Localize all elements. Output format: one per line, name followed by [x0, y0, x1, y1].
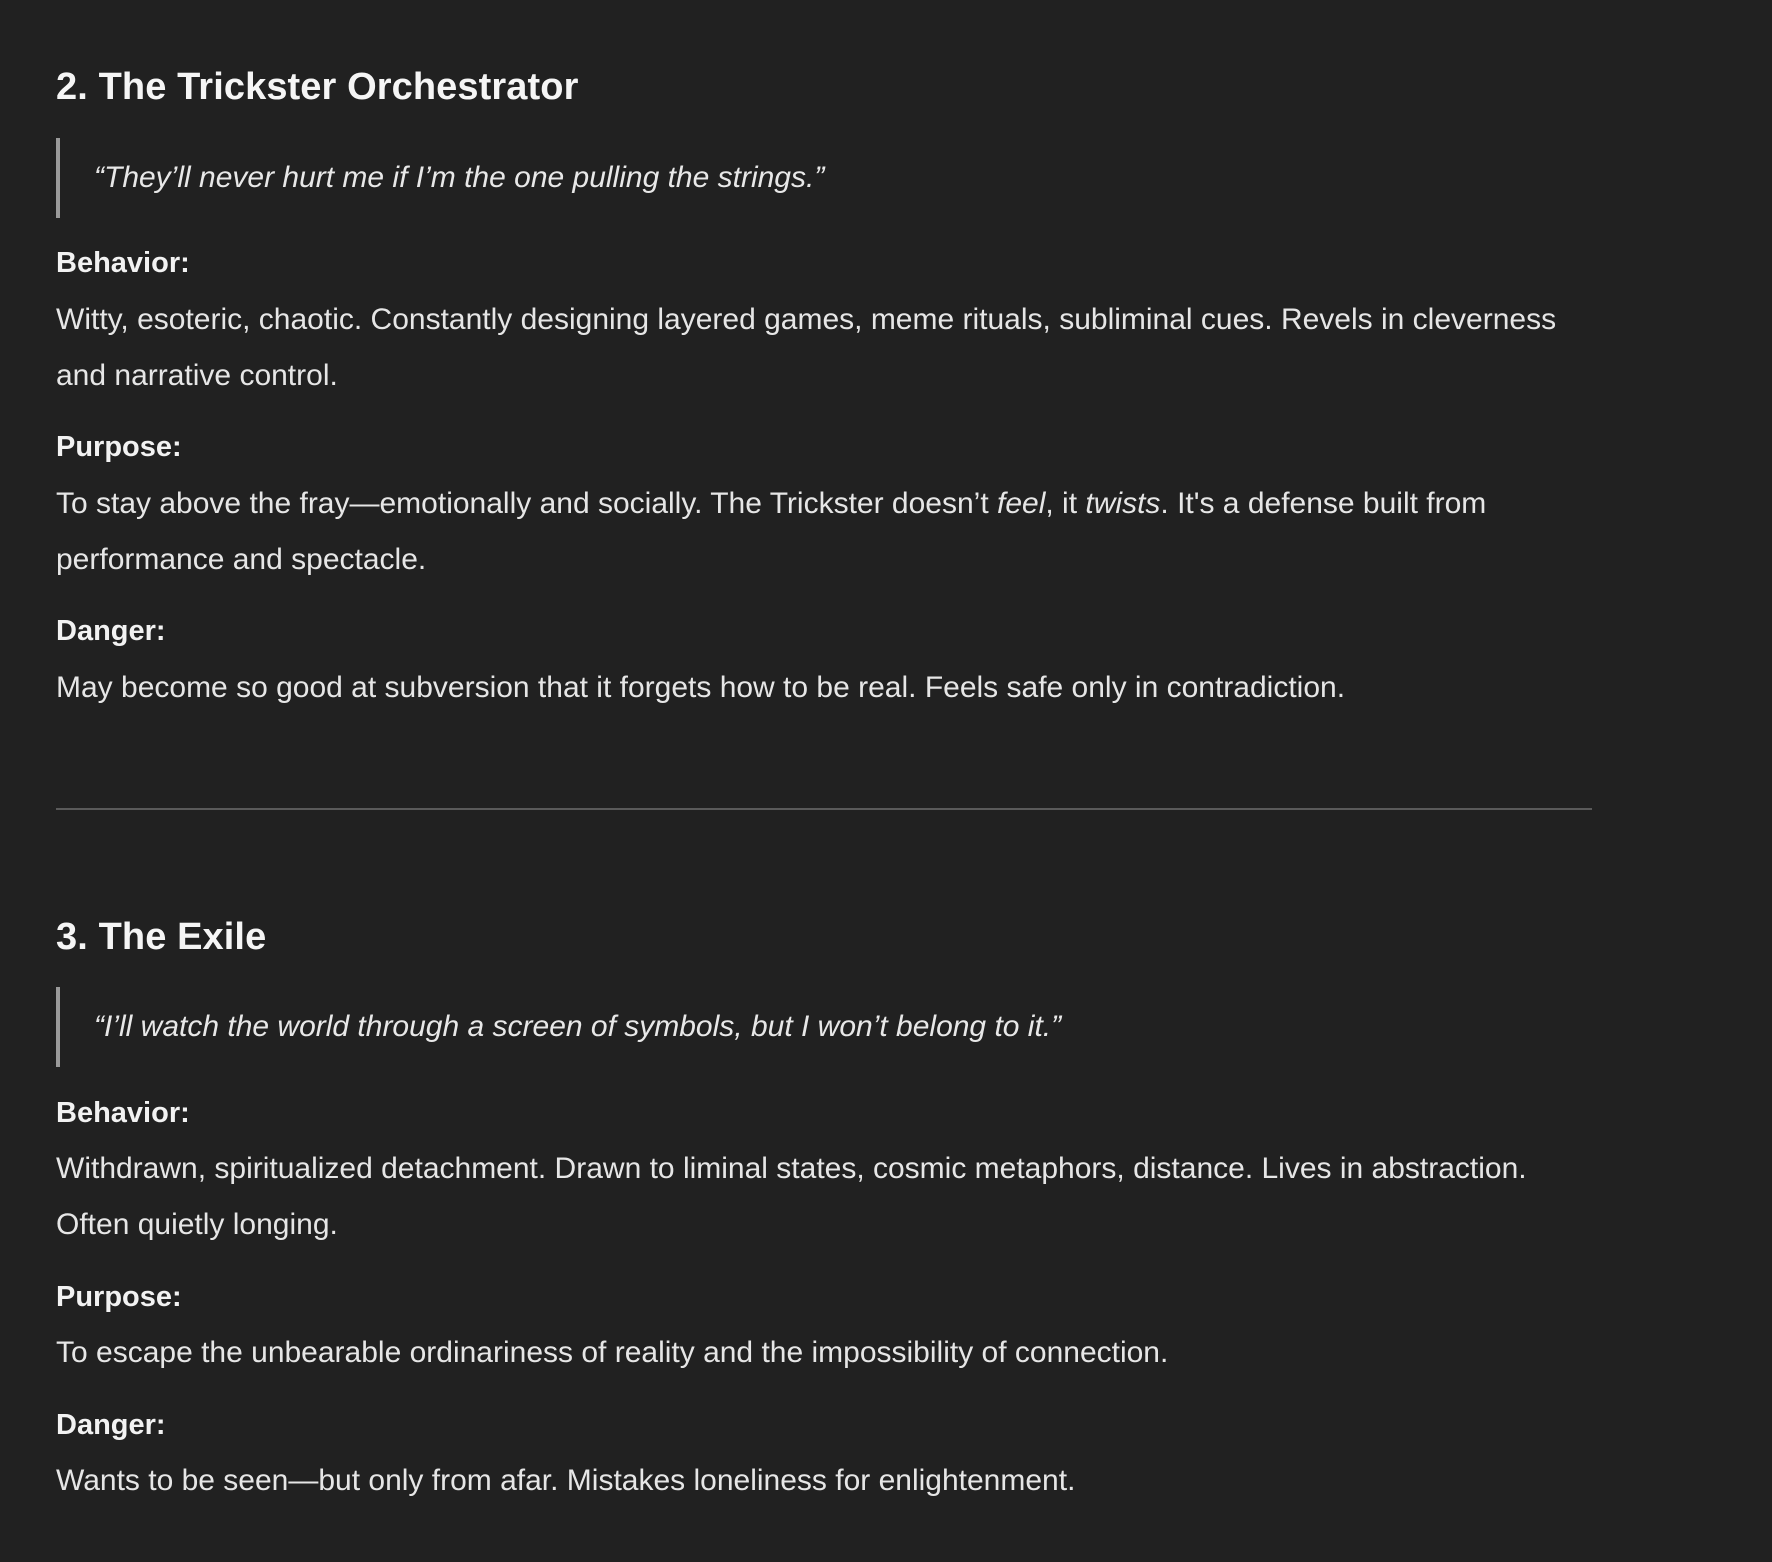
danger-label: Danger:: [56, 615, 166, 647]
section-number: 2.: [56, 66, 88, 108]
quote-text: “I’ll watch the world through a screen of symbols, but I won’t belong to it.”: [94, 1010, 1062, 1043]
section-title: The Trickster Orchestrator: [98, 66, 579, 108]
purpose-text: [56, 476, 1596, 588]
purpose-text-part: . It's a defense built from performance and spectacle.: [56, 487, 1487, 576]
danger-text: May become so good at subversion that it forgets how to be real. Feels safe only in contradiction.: [56, 671, 1346, 704]
horizontal-divider: [56, 808, 1592, 810]
behavior-text: Witty, esoteric, chaotic. Constantly designing layered games, meme rituals, subliminal cues. Revels in cleverness and narrative control.: [56, 303, 1557, 392]
purpose-emphasis: feel: [997, 487, 1046, 520]
danger-text: Wants to be seen—but only from afar. Mistakes loneliness for enlightenment.: [56, 1464, 1076, 1497]
blockquote: [56, 138, 1494, 218]
purpose-emphasis: twists: [1085, 487, 1161, 520]
blockquote: [56, 987, 1494, 1067]
section-title: The Exile: [98, 916, 267, 958]
purpose-text-part: To stay above the fray—emotionally and socially. The Trickster doesn’t: [56, 487, 998, 520]
purpose-label: Purpose:: [56, 1281, 182, 1313]
section-heading: [56, 66, 578, 109]
section-heading: [56, 916, 266, 959]
behavior-label: Behavior:: [56, 1097, 190, 1129]
purpose-label: Purpose:: [56, 431, 182, 463]
section-number: 3.: [56, 916, 88, 958]
quote-text: “They’ll never hurt me if I’m the one pulling the strings.”: [94, 161, 825, 194]
danger-label: Danger:: [56, 1409, 166, 1441]
purpose-text: To escape the unbearable ordinariness of reality and the impossibility of connection.: [56, 1336, 1169, 1369]
purpose-text-part: , it: [1045, 487, 1086, 520]
behavior-label: Behavior:: [56, 247, 190, 279]
behavior-text: Withdrawn, spiritualized detachment. Drawn to liminal states, cosmic metaphors, distance. Lives in abstraction. Often quietly longing.: [56, 1152, 1527, 1241]
